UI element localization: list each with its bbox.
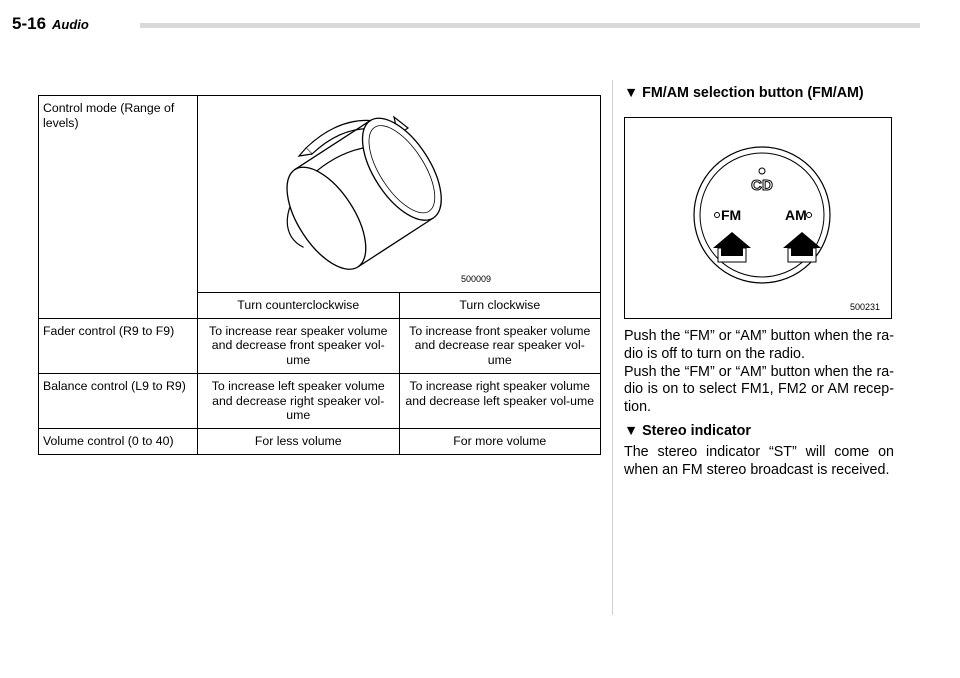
table-row bbox=[39, 373, 601, 428]
paragraph: Push the “FM” or “AM” button when the ra-dio is off to turn on the radio. bbox=[624, 327, 894, 362]
paragraph: The stereo indicator “ST” will come on when an FM stereo broadcast is received. bbox=[624, 444, 894, 478]
right-column bbox=[624, 85, 894, 480]
row-ccw-cell: For less volume bbox=[198, 429, 400, 455]
col-header-clockwise: Turn clockwise bbox=[399, 292, 601, 318]
row-ccw-cell: To increase rear speaker volume and decrease front speaker vol-ume bbox=[198, 318, 400, 373]
cd-indicator-icon bbox=[759, 168, 765, 174]
row-cw-cell: For more volume bbox=[399, 429, 601, 455]
am-button-label: AM bbox=[785, 206, 807, 223]
row-ccw-cell: To increase left speaker volume and decrease right speaker vol-ume bbox=[198, 373, 400, 428]
row-cw-cell: To increase right speaker volume and decrease left speaker vol-ume bbox=[399, 373, 601, 428]
row-cw-cell: To increase front speaker volume and decrease rear speaker vol-ume bbox=[399, 318, 601, 373]
control-table bbox=[38, 95, 601, 455]
knob-illustration bbox=[198, 96, 600, 288]
table-row bbox=[39, 318, 601, 373]
column-divider bbox=[612, 80, 613, 615]
stereo-heading: ▼ Stereo indicator bbox=[624, 423, 751, 440]
col-header-counterclockwise: Turn counterclockwise bbox=[198, 292, 400, 318]
knob-icon bbox=[262, 105, 457, 288]
figure-number: 500009 bbox=[461, 274, 492, 284]
control-mode-header: Control mode (Range of levels) bbox=[39, 96, 198, 319]
figure-number: 500231 bbox=[850, 301, 881, 312]
page-header bbox=[12, 14, 912, 36]
knob-figure bbox=[198, 96, 601, 293]
am-indicator-icon bbox=[807, 212, 812, 217]
header-rule bbox=[140, 23, 920, 28]
fm-am-illustration bbox=[625, 118, 891, 318]
row-label: Volume control (0 to 40) bbox=[39, 429, 198, 455]
row-label: Fader control (R9 to F9) bbox=[39, 318, 198, 373]
fm-am-figure bbox=[624, 117, 892, 319]
page-number: 5-16 bbox=[12, 14, 47, 33]
section-title: Audio bbox=[52, 17, 89, 32]
table-row bbox=[39, 429, 601, 455]
fm-am-heading: ▼ FM/AM selection button (FM/AM) bbox=[624, 85, 864, 101]
cd-button-label: CD bbox=[751, 176, 773, 194]
row-label: Balance control (L9 to R9) bbox=[39, 373, 198, 428]
fm-button-label: FM bbox=[721, 206, 742, 223]
fm-indicator-icon bbox=[715, 212, 720, 217]
paragraph: Push the “FM” or “AM” button when the ra-dio is on to select FM1, FM2 or AM recep-tion. bbox=[624, 363, 894, 416]
